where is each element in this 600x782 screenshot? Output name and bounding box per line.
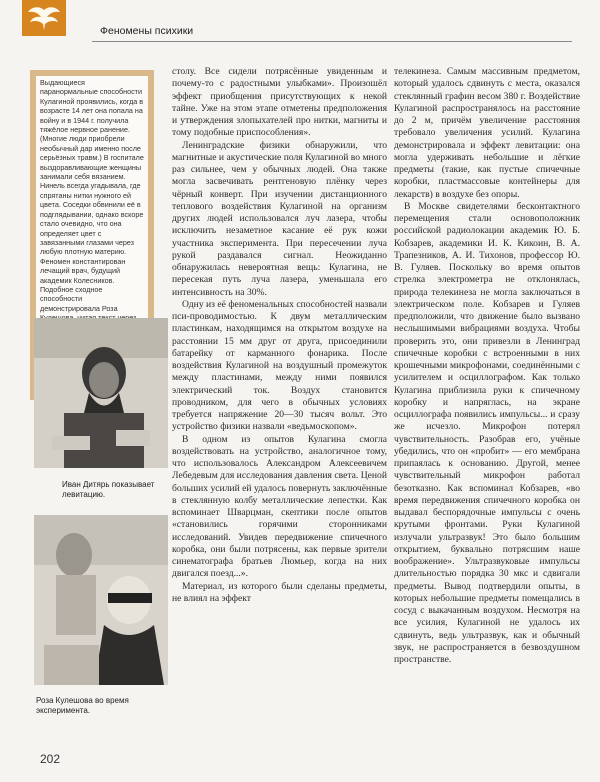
photo2-caption: Роза Кулешова во время эксперимента. <box>36 696 129 715</box>
header-logo <box>22 0 66 36</box>
paragraph: столу. Все сидели потрясённые увиденным и почему-то с радостными улыбками». Произошёл эффект приобщения присутствующих к некой тайне. Уже на этом этапе отметены предположения и утверждения злопыхателей про нитки, магниты и тому подобные приспособления». <box>172 66 387 139</box>
page-number: 202 <box>40 752 61 766</box>
photo-roza-kuleshova <box>34 515 168 685</box>
paragraph: Материал, из которого были сделаны предметы, не влиял на эффект <box>172 580 387 604</box>
sidebar-note-text: Выдающиеся паранормальные способности Кулагиной проявились, когда в возрасте 14 лет она попала на войну и в 1944 г. получила тяжёлое нервное ранение. (Многие люди приобрели необычный дар именно после серьёзных травм.) В госпитале выздоравливающие женщины занимали себя вязанием. Нинель всегда угадывала, где спрятаны нитки нужного ей цвета. Соседки обвинили её в подглядывании, однако вскоре стало очевидно, что она определяет цвет с завязанными глазами через любую плотную материю. Феномен константирован лечащий врач, будущий академик Колесников. Подобное сходное способности демонстрировала Роза <box>36 76 148 394</box>
text-column-left <box>172 66 387 605</box>
section-title: Феномены психики <box>100 25 194 37</box>
phoenix-bird-icon <box>22 0 66 36</box>
text-column-right <box>394 66 580 666</box>
header-divider <box>92 41 572 42</box>
paragraph: В Москве свидетелями бесконтактного перемещения стали основоположник российской радиолокации академик Ю. Б. Кобзарев, академики И. К. Кикоин, В. А. Трапезников, А. И. Тихонов, профессор Ю. В. Гуляев. Поскольку во время опытов стрелка электрометра не отклонялась, природа телекинеза не могла заключаться в электрическом поле. Кобзарев и Гуляев предположили, что движение было вызвано неслышимыми вибрациями воздуха. Чтобы проверить это, они привезли в Ленинград спичечные коробки с встроенными в них крошечными микрофонами, соединёнными с усилителем и осциллографом. Как только Кулагина приблизила руки к спичечному коробку и напряглась, на экране осциллографа появились импульсы... и сразу же исчезло. Микрофон потерял чувствительность. Разобрав его, учёные убедились, что он «пробит» — его мембрана припаялась к основанию. Другой, менее чувствительный микрофон работал безотказно. Как вспоминал Кобзарев, «во время передвижения спичечного коробка он выдавал беспорядочные импульсы с очень крутыми фронтами. Руки Кулагиной излучали ультразвук! Это было большим открытием, буквально потрясшим наше воображение». Ультразвуковые импульсы длительностью порядка 30 мкс и сдвигали предметы. Вывод подтвердили опыты, в которых небольшие предметы помещались в сосуд с выкачанным воздухом. Несмотря на все усилия, Кулагиной не удалось их сдвинуть, ведь ультразвук, как и обычный звук, не распространяется в безвоздушном пространстве. <box>394 200 580 665</box>
paragraph: В одном из опытов Кулагина смогла воздействовать на устройство, аналогичное тому, что использовалось Александром Алексеевичем Лебедевым для исследования давления света. Ценой больших усилий ей удалось повернуть заключённые в стеклянную колбу металлические лепестки. Как вспоминает Шварцман, скептики после опытов «становились горячими сторонниками исследований. Увидев передвижение спичечного коробка, они были потрясены, как первые зрители синематографа братьев Люмьер, когда на них двигался поезд...». <box>172 433 387 580</box>
paragraph: телекинеза. Самым массивным предметом, который удалось сдвинуть с места, оказался стеклянный графин весом 380 г. Воздействие Кулагиной распространялось на расстояние до 2 м, причём увеличение расстояния требовало увеличения усилий. Кулагина демонстрировала и эффект левитации: она могла удерживать небольшие и лёгкие предметы (такие, как пустые спичечные коробки, пластмассовые контейнеры для лекарств) в воздухе без опоры. <box>394 66 580 200</box>
paragraph: Ленинградские физики обнаружили, что магнитные и акустические поля Кулагиной во много раз сильнее, чем у обычных людей. Она также могла засвечивать рентгеновую плёнку через чёрный конверт. При изучении дистанционного теплового воздействия Кулагиной на организм других людей использовался луч лазера, чтобы исключить незаметное касание её рук кожи участника эксперимента. При пересечении луча рукой раздавался сигнал. Неожиданно обнаружилась невероятная вещь: Кулагина, не пересекая путь луча лазера, уменьшала его интенсивность на 30%. <box>172 139 387 298</box>
photo1-caption: Иван Дитярь показывает левитацию. <box>62 480 155 499</box>
paragraph: Одну из её феноменальных способностей назвали пси-проводимостью. К двум металлическим пластинкам, находящимся на открытом воздухе на расстоянии 15 мм друг от друга, присоединили батарейку от карманного фонарика. После воздействия Кулагиной на воздушный промежуток между пластинами, между ними появился электрический ток. Воздух становится проводником, для чего в обычных условиях требуется напряжение 20—30 тысяч вольт. Это устройство физики назвали «ведьмоскопом». <box>172 298 387 433</box>
photo-ivan-dityar <box>34 318 168 468</box>
